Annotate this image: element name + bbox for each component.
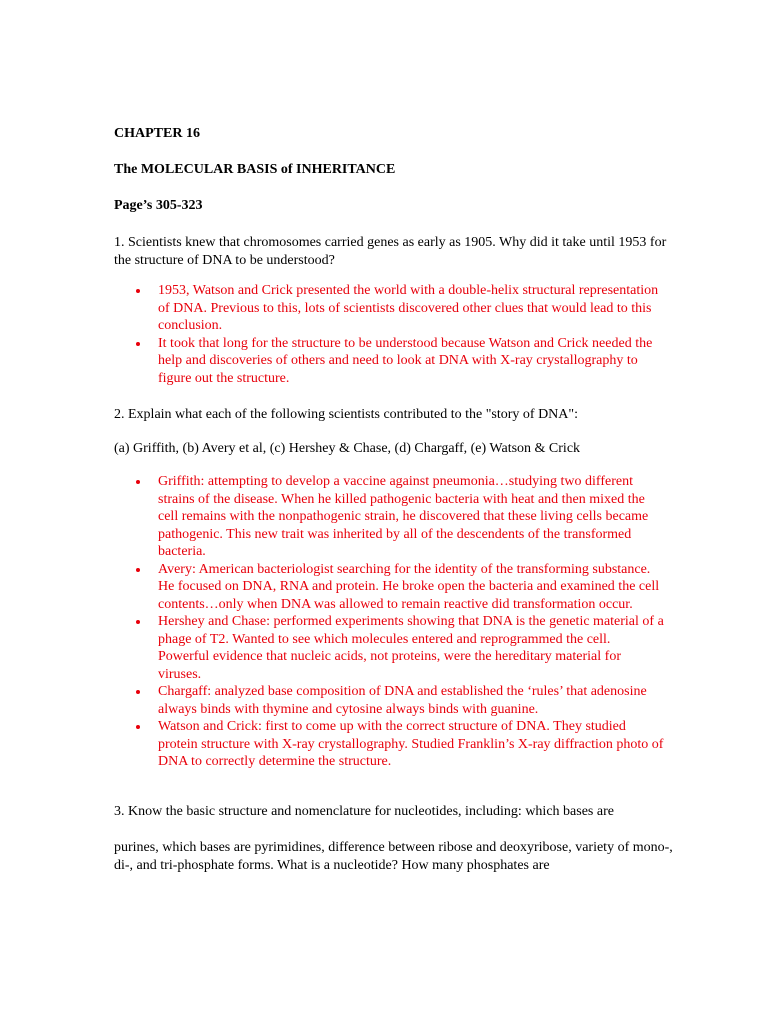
chapter-heading: CHAPTER 16 — [114, 126, 200, 141]
page-range: Page’s 305-323 — [114, 198, 203, 213]
answer-bullet: It took that long for the structure to be understood because Watson and Crick needed the help and discoveries of others and need to look at DNA with X-ray crystallography to figure out the structure. — [134, 335, 664, 388]
question-1: 1. Scientists knew that chromosomes carried genes as early as 1905. Why did it take until 1953 for the structure of DNA to be understood? — [114, 235, 667, 268]
answer-bullet: Avery: American bacteriologist searching for the identity of the transforming substance. He focused on DNA, RNA and protein. He broke open the bacteria and examined the cell contents…only when DNA was allowed to remain reactive did transformation occur. — [134, 561, 664, 614]
answer-bullet: 1953, Watson and Crick presented the world with a double-helix structural representation of DNA. Previous to this, lots of scientists discovered other clues that would lead to this conclusion. — [134, 282, 664, 335]
scientist-list: (a) Griffith, (b) Avery et al, (c) Hershey & Chase, (d) Chargaff, (e) Watson & Crick — [114, 441, 581, 456]
chapter-title: The MOLECULAR BASIS of INHERITANCE — [114, 162, 396, 177]
question-2-answers — [134, 473, 664, 771]
answer-bullet: Hershey and Chase: performed experiments showing that DNA is the genetic material of a phage of T2. Wanted to see which molecules entered and reprogrammed the cell. Powerful evidence that nucleic acids, not proteins, were the hereditary material for viruses. — [134, 613, 664, 683]
question-2: 2. Explain what each of the following scientists contributed to the "story of DNA": — [114, 407, 579, 422]
answer-bullet: Watson and Crick: first to come up with the correct structure of DNA. They studied protein structure with X-ray crystallography. Studied Franklin’s X-ray diffraction photo of DNA to correctly determine the structure. — [134, 718, 664, 771]
question-3-line-2: purines, which bases are pyrimidines, difference between ribose and deoxyribose, variety of mono-, di-, and tri-phosphate forms. What is a nucleotide? How many phosphates are — [114, 840, 673, 873]
question-1-answers — [134, 282, 664, 387]
answer-bullet: Griffith: attempting to develop a vaccine against pneumonia…studying two different strains of the disease. When he killed pathogenic bacteria with heat and then mixed the cell remains with the nonpathogenic strain, he discovered that these living cells became pathogenic. This new trait was inherited by all of the descendents of the transformed bacteria. — [134, 473, 664, 561]
answer-bullet: Chargaff: analyzed base composition of DNA and established the ‘rules’ that adenosine always binds with thymine and cytosine always binds with guanine. — [134, 683, 664, 718]
question-3-line-1: 3. Know the basic structure and nomenclature for nucleotides, including: which bases are — [114, 804, 614, 819]
